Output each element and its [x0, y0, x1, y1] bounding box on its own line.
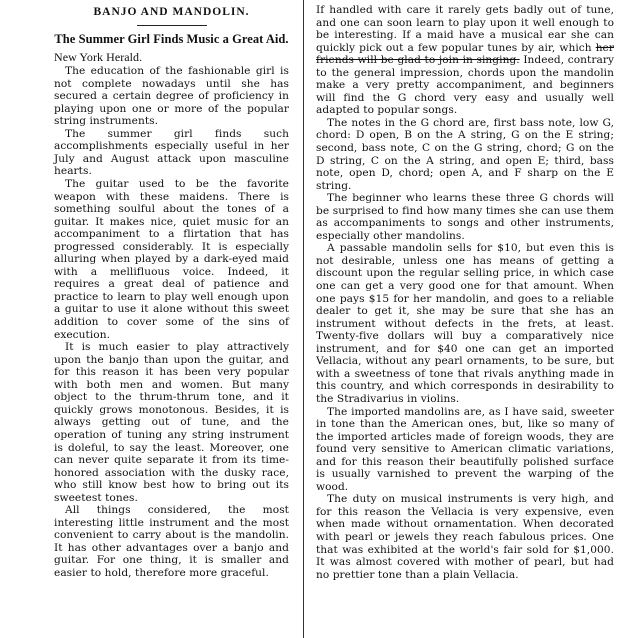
source-credit: New York Herald. [54, 49, 143, 64]
paragraph: The summer girl finds such accomplishments especially useful in her July and August attack upon masculine hearts. [54, 127, 289, 178]
paragraph: The duty on musical instruments is very high, and for this reason the Vellacia is very expensive, even when made without ornamentation. When decorated with pearl or jewels they reach fabulous prices. One that was exhibited at the world's fair sold for $1,000. It was almost covered with mother of pearl, but had no prettier tone than a plain Vellacia. [316, 493, 614, 581]
paragraph: The notes in the G chord are, first bass note, low G, chord: D open, B on the A string, G on the E string; second, bass note, C on the G string, chord; G on the D string, C on the A string, and open E; third, bass note, open D, chord; open A, and F sharp on the E string. [316, 116, 614, 192]
left-column [54, 6, 289, 580]
paragraph: The imported mandolins are, as I have said, sweeter in tone than the American ones, but, like so many of the imported articles made of foreign woods, they are found very sensitive to American climatic variations, and for this reason their beautifully polished surface is usually varnished to prevent the warping of the wood. [316, 405, 614, 493]
paragraph-text: Indeed, contrary to the general impression, chords upon the mandolin make a very pretty accompaniment, and beginners will find the G chord very easy and usually well adapted to popular songs. [316, 54, 614, 117]
paragraph [316, 4, 614, 117]
struck-text: her friends will be glad to join in singing. [316, 41, 614, 67]
paragraph: The beginner who learns these three G chords will be surprised to find how many times she can use them as accompaniments to songs and other instruments, especially other mandolins. [316, 192, 614, 242]
paragraph: The education of the fashionable girl is not complete nowadays until she has secured a certain degree of proficiency in playing upon one or more of the popular string instruments. [54, 65, 289, 128]
right-column [316, 4, 614, 581]
paragraph: The guitar used to be the favorite weapon with these maidens. There is something soulful about the tones of a guitar. It makes nice, quiet music for an accompaniment to a flirtation that has progressed considerably. It is especially alluring when played by a dark-eyed maid with a mellifluous voice. Indeed, it requires a great deal of patience and practice to learn to play well enough upon a guitar to use it alone without this sweet addition to cover some of the sins of execution. [54, 178, 289, 341]
headline: BANJO AND MANDOLIN. [93, 6, 250, 18]
paragraph: All things considered, the most interesting little instrument and the most convenient to carry about is the mandolin. It has other advantages over a banjo and guitar. For one thing, it is smaller and easier to hold, therefore more graceful. [54, 504, 289, 579]
column-rule [303, 0, 304, 638]
paragraph-text: If handled with care it rarely gets badly out of tune, and one can soon learn to play upon it well enough to be interesting. If a maid have a musical ear she can quickly pick out a few popular tunes by air, which [316, 4, 614, 54]
subheadline: The Summer Girl Finds Music a Great Aid. [54, 31, 289, 46]
headline-divider [137, 25, 207, 26]
paragraph: A passable mandolin sells for $10, but even this is not desirable, unless one has means of getting a discount upon the regular selling price, in which case one can get a very good one for that amount. When one pays $15 for her mandolin, and goes to a reliable dealer to get it, she may be sure that she has an instrument without defects in the frets, at least. Twenty-five dollars will buy a comparatively nice instrument, and for $40 one can get an imported Vellacia, without any pearl ornaments, to be sure, but with a sweetness of tone that rivals anything made in this country, and which corresponds in desirability to the Stradivarius in violins. [316, 242, 614, 405]
paragraph: It is much easier to play attractively upon the banjo than upon the guitar, and for this reason it has been very popular with both men and women. But many object to the thrum-thrum tone, and it quickly grows monotonous. Besides, it is always getting out of tune, and the operation of tuning any string instrument is doleful, to say the least. Moreover, one can never quite separate it from its time-honored association with the dusky race, who still know best how to bring out its sweetest tones. [54, 341, 289, 504]
